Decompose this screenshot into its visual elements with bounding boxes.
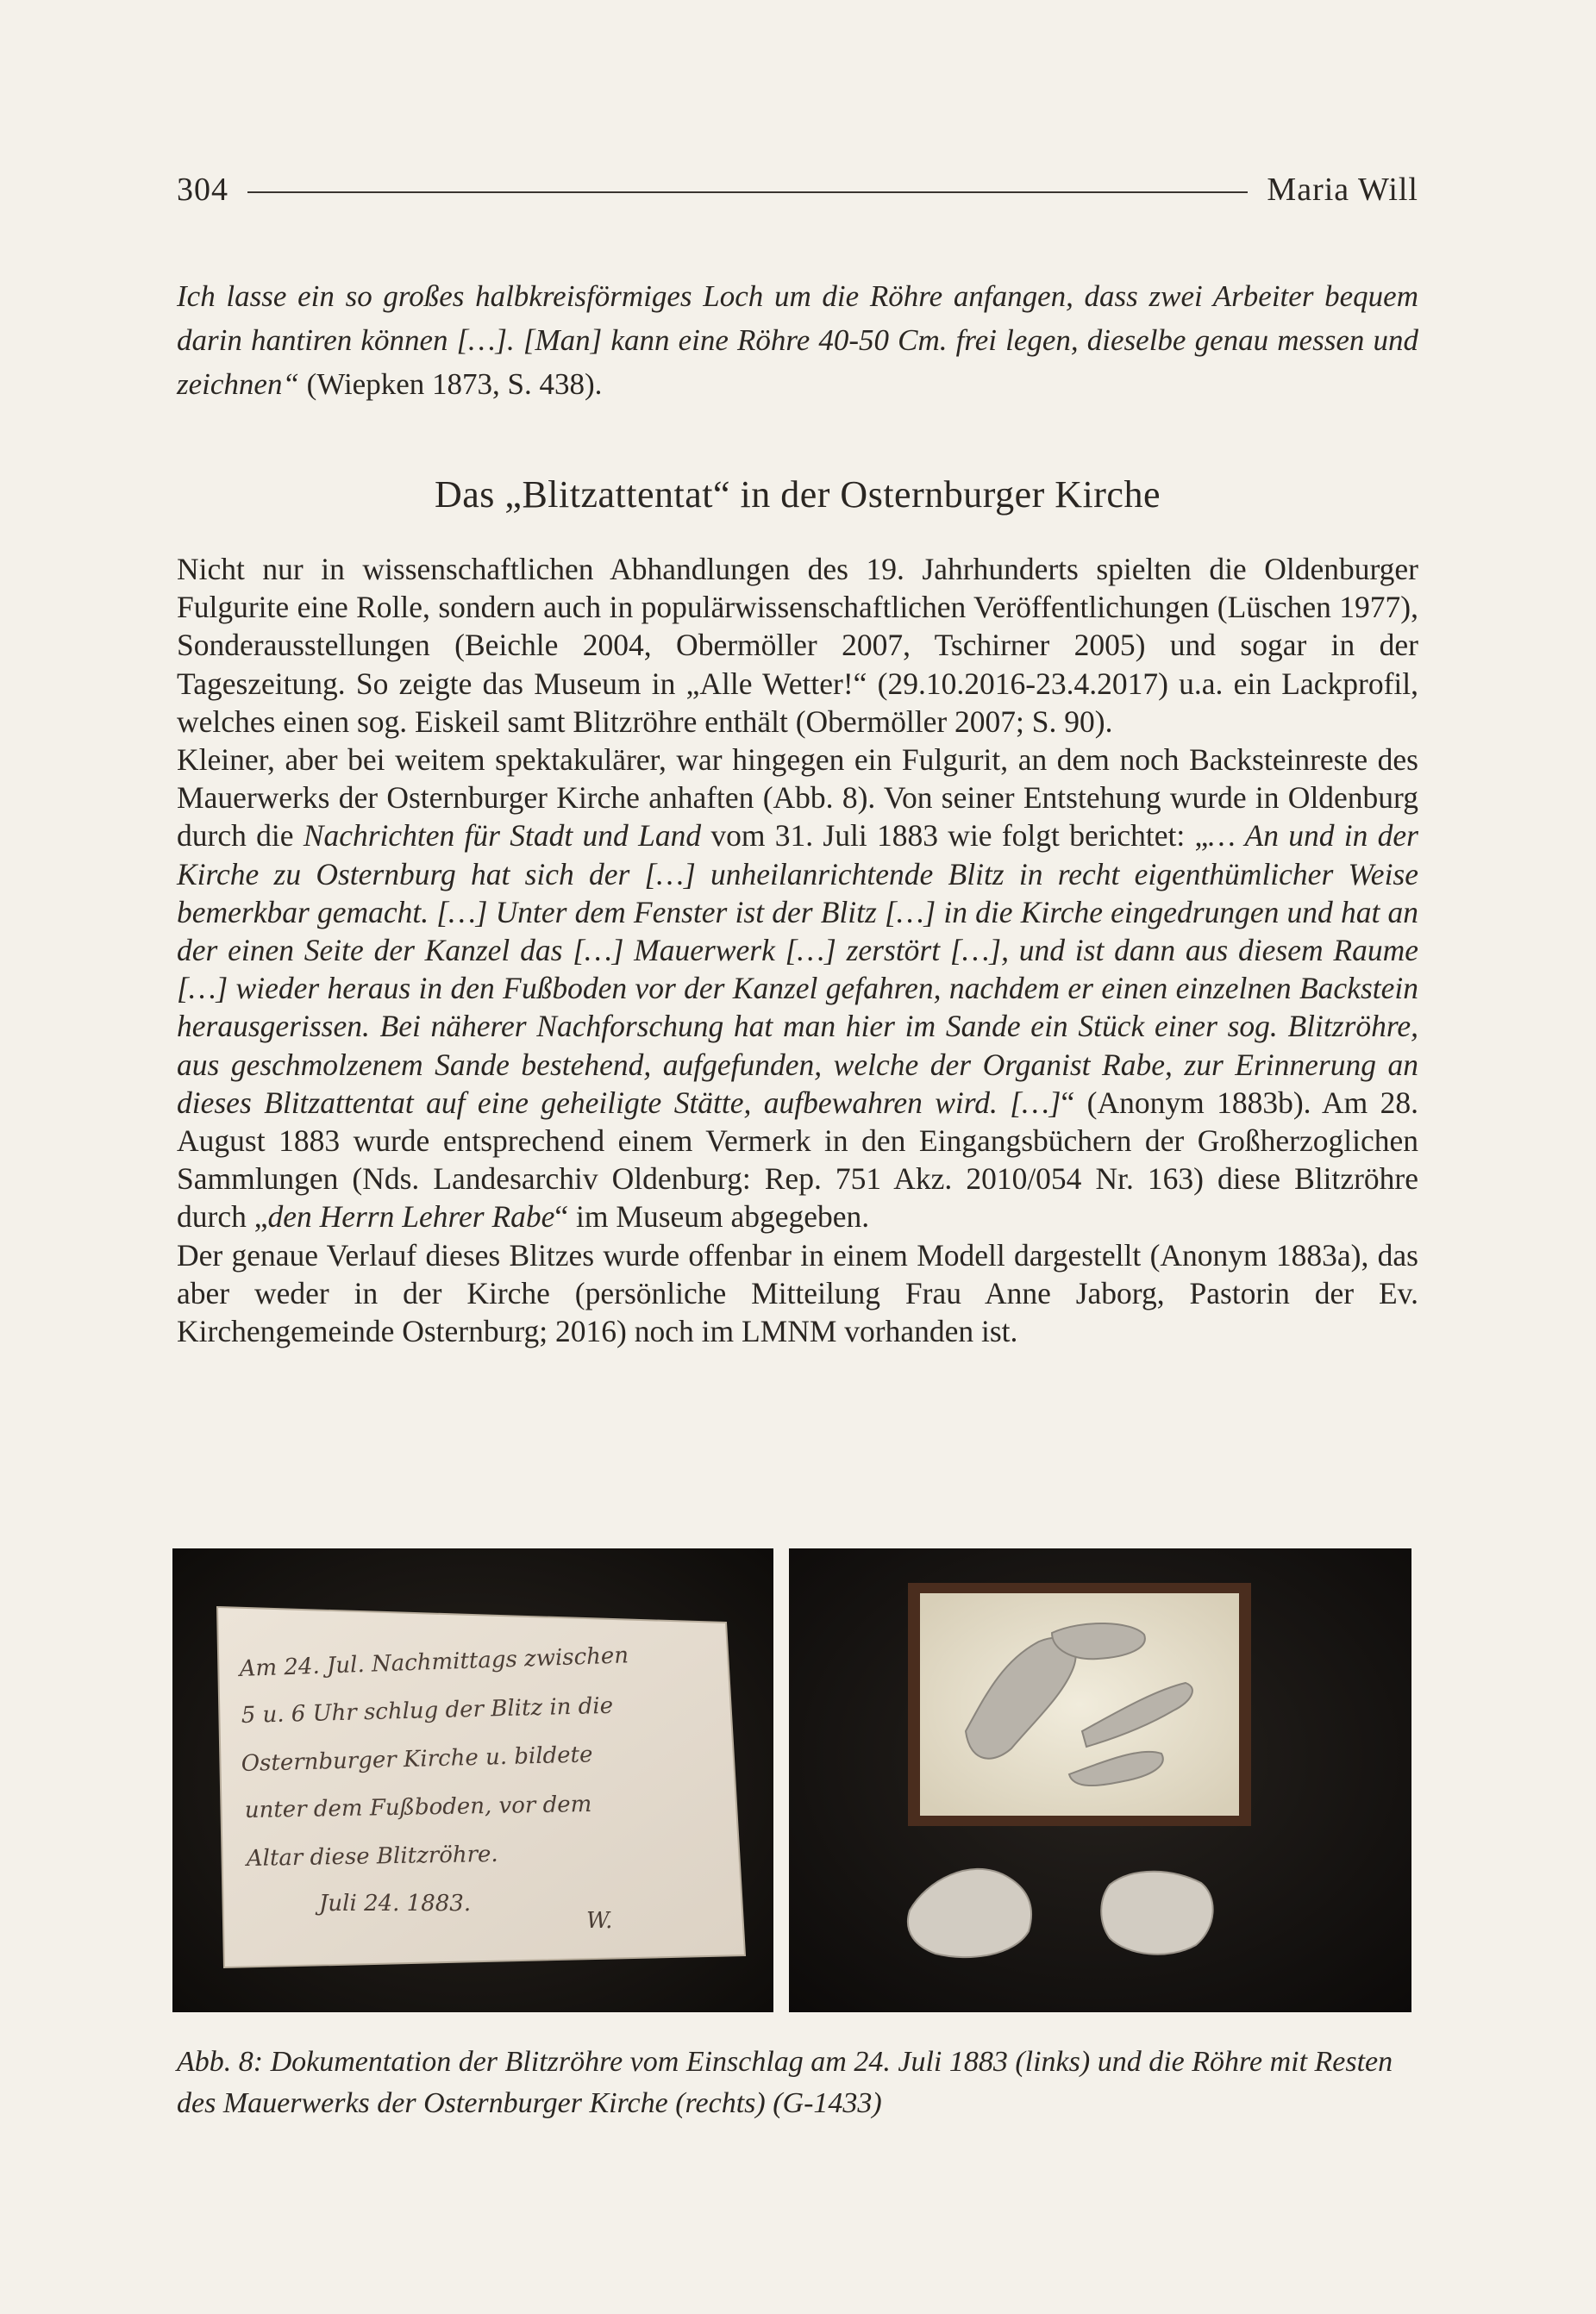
note-line-2: 5 u. 6 Uhr schlug der Blitz in die <box>241 1692 614 1729</box>
paragraph-1: Nicht nur in wissenschaftlichen Abhandlungen des 19. Jahrhunderts spielten die Oldenburger Fulgurite eine Rolle, sondern auch in populärwissenschaftlichen Veröffentlichungen (Lüschen 1977), Sonderausstellungen (Beichle 2004, Obermöller 2007, Tschirner 2005) und sogar in der Tageszeitung. So zeigte das Museum in „Alle Wetter!“ (29.10.2016-23.4.2017) u.a. ein Lackprofil, welches einen sog. Eiskeil samt Blitzröhre enthält (Obermöller 2007; S. 90). <box>177 552 1418 739</box>
note-line-3: Osternburger Kirche u. bildete <box>241 1742 593 1777</box>
paragraph-2 <box>177 741 1418 1236</box>
header-rule <box>247 191 1248 193</box>
fulgurite-image <box>789 1548 1411 2012</box>
body-text <box>177 550 1418 1350</box>
running-head-author: Maria Will <box>1267 172 1418 208</box>
page-number: 304 <box>177 172 228 208</box>
photo-handwritten-note <box>172 1548 773 2012</box>
figure-8 <box>172 1548 1411 2012</box>
page-header <box>177 164 1418 216</box>
note-line-6: Juli 24. 1883. <box>319 1891 472 1917</box>
note-line-1: Am 24. Jul. Nachmittags zwischen <box>239 1642 629 1682</box>
photo-fulgurite-specimens <box>789 1548 1411 2012</box>
note-line-4: unter dem Fußboden, vor dem <box>244 1791 592 1823</box>
p2-text-g: “ im Museum abgegeben. <box>554 1199 870 1235</box>
quote-citation: (Wiepken 1873, S. 438). <box>298 367 603 401</box>
p2-text-c: vom 31. Juli 1883 wie folgt berichtet: „ <box>701 818 1209 854</box>
paragraph-3: Der genaue Verlauf dieses Blitzes wurde offenbar in einem Modell dargestellt (Anonym 1883a), das aber weder in der Kirche (persönliche Mitteilung Frau Anne Jaborg, Pastorin der Ev. Kirchengemeinde Osternburg; 2016) noch im LMNM vorhanden ist. <box>177 1237 1418 1349</box>
figure-caption: Abb. 8: Dokumentation der Blitzröhre vom Einschlag am 24. Juli 1883 (links) und die Röhre mit Resten des Mauerwerks der Osternburger Kirche (rechts) (G-1433) <box>177 2046 1393 2119</box>
p2-person-quote: den Herrn Lehrer Rabe <box>267 1199 555 1235</box>
handwritten-note-image <box>172 1548 773 2012</box>
block-quote <box>177 274 1418 406</box>
quote-text: Ich lasse ein so großes halbkreisförmiges Loch um die Röhre anfangen, dass zwei Arbeiter bequem darin hantiren können […]. [Man] kann eine Röhre 40-50 Cm. frei legen, dieselbe genau messen und zeichnen“ <box>177 279 1418 401</box>
section-heading: Das „Blitzattentat“ in der Osternburger Kirche <box>435 473 1161 516</box>
p2-text-a: Kleiner, aber bei weitem spektakulärer, war hingegen ein Fulgurit, an dem noch Backsteinreste des Mauerwerks der Osternburger Kirche anhaften (Abb. 8). Von seiner Entstehung wurde in Oldenburg durch die <box>177 742 1418 854</box>
p2-text-e: “ (Anonym 1883b). Am 28. August 1883 wurde entsprechend einem Vermerk in den Eingangsbüchern der Großherzoglichen Sammlungen (Nds. Landesarchiv Oldenburg: Rep. 751 Akz. 2010/054 Nr. 163) diese Blitzröhre durch „ <box>177 1085 1418 1235</box>
note-line-7: W. <box>586 1908 613 1934</box>
p2-newspaper-title: Nachrichten für Stadt und Land <box>303 818 702 854</box>
specimen-box <box>908 1583 1251 1826</box>
note-line-5: Altar diese Blitzröhre. <box>246 1841 498 1872</box>
p2-newspaper-quote: … An und in der Kirche zu Osternburg hat sich der […] unheilanrichtende Blitz in recht eigenthümlicher Weise bemerkbar gemacht. […] Unter dem Fenster ist der Blitz […] in die Kirche eingedrungen und hat an der einen Seite der Kanzel das […] Mauerwerk […] zerstört […], und ist dann aus diesem Raume […] wieder heraus in den Fußboden vor der Kanzel gefahren, nachdem er einen einzelnen Backstein herausgerissen. Bei näherer Nachforschung hat man hier im Sande ein Stück einer sog. Blitzröhre, aus geschmolzenem Sande bestehend, aufgefunden, welche der Organist Rabe, zur Erinnerung an dieses Blitzattentat auf eine geheiligte Stätte, aufbewahren wird. […] <box>177 818 1419 1120</box>
